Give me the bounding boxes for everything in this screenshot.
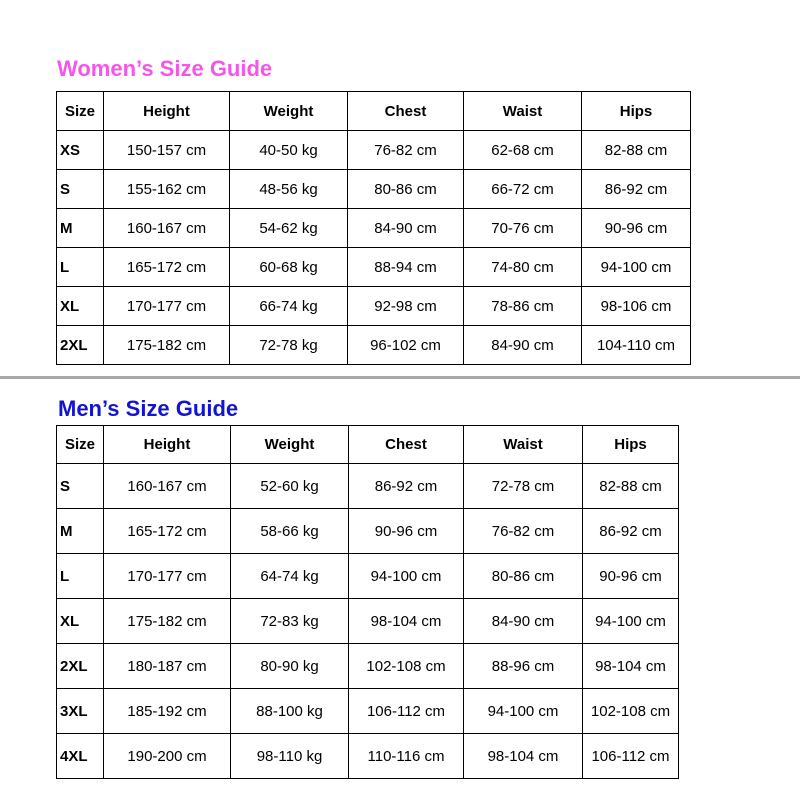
height-cell: 180-187 cm — [104, 644, 231, 689]
chest-cell: 98-104 cm — [349, 599, 464, 644]
chest-cell: 92-98 cm — [348, 287, 464, 326]
table-row — [57, 464, 679, 509]
hips-cell: 98-106 cm — [582, 287, 691, 326]
table-header-row — [57, 92, 691, 131]
hips-cell: 94-100 cm — [582, 248, 691, 287]
table-row — [57, 326, 691, 365]
weight-cell: 88-100 kg — [231, 689, 349, 734]
height-cell: 170-177 cm — [104, 554, 231, 599]
height-cell: 175-182 cm — [104, 326, 230, 365]
waist-cell: 84-90 cm — [464, 326, 582, 365]
hips-cell: 104-110 cm — [582, 326, 691, 365]
height-cell: 155-162 cm — [104, 170, 230, 209]
hips-cell: 82-88 cm — [582, 131, 691, 170]
weight-cell: 54-62 kg — [230, 209, 348, 248]
chest-cell: 96-102 cm — [348, 326, 464, 365]
chest-cell: 102-108 cm — [349, 644, 464, 689]
weight-cell: 48-56 kg — [230, 170, 348, 209]
weight-cell: 40-50 kg — [230, 131, 348, 170]
mens-size-guide-title: Men’s Size Guide — [58, 396, 239, 421]
waist-cell: 94-100 cm — [464, 689, 583, 734]
hips-cell: 98-104 cm — [583, 644, 679, 689]
waist-cell: 70-76 cm — [464, 209, 582, 248]
size-cell: 2XL — [57, 644, 104, 689]
waist-cell: 80-86 cm — [464, 554, 583, 599]
column-header-chest: Chest — [349, 426, 464, 464]
waist-cell: 78-86 cm — [464, 287, 582, 326]
size-cell: L — [57, 554, 104, 599]
height-cell: 150-157 cm — [104, 131, 230, 170]
waist-cell: 84-90 cm — [464, 599, 583, 644]
column-header-weight: Weight — [231, 426, 349, 464]
table-header-row — [57, 426, 679, 464]
size-cell: 3XL — [57, 689, 104, 734]
column-header-waist: Waist — [464, 92, 582, 131]
weight-cell: 72-78 kg — [230, 326, 348, 365]
weight-cell: 80-90 kg — [231, 644, 349, 689]
size-cell: XS — [57, 131, 104, 170]
weight-cell: 64-74 kg — [231, 554, 349, 599]
size-cell: S — [57, 464, 104, 509]
waist-cell: 76-82 cm — [464, 509, 583, 554]
column-header-waist: Waist — [464, 426, 583, 464]
column-header-hips: Hips — [582, 92, 691, 131]
mens-size-table — [56, 425, 679, 779]
size-cell: XL — [57, 599, 104, 644]
hips-cell: 82-88 cm — [583, 464, 679, 509]
hips-cell: 86-92 cm — [583, 509, 679, 554]
chest-cell: 106-112 cm — [349, 689, 464, 734]
waist-cell: 98-104 cm — [464, 734, 583, 779]
table-row — [57, 599, 679, 644]
size-cell: S — [57, 170, 104, 209]
height-cell: 165-172 cm — [104, 509, 231, 554]
table-row — [57, 248, 691, 287]
size-cell: 4XL — [57, 734, 104, 779]
table-row — [57, 170, 691, 209]
column-header-size: Size — [57, 426, 104, 464]
column-header-height: Height — [104, 426, 231, 464]
table-row — [57, 689, 679, 734]
height-cell: 190-200 cm — [104, 734, 231, 779]
height-cell: 185-192 cm — [104, 689, 231, 734]
weight-cell: 52-60 kg — [231, 464, 349, 509]
size-cell: L — [57, 248, 104, 287]
section-divider — [0, 376, 800, 379]
size-cell: M — [57, 209, 104, 248]
weight-cell: 58-66 kg — [231, 509, 349, 554]
height-cell: 170-177 cm — [104, 287, 230, 326]
table-row — [57, 734, 679, 779]
column-header-size: Size — [57, 92, 104, 131]
weight-cell: 98-110 kg — [231, 734, 349, 779]
table-row — [57, 554, 679, 599]
chest-cell: 84-90 cm — [348, 209, 464, 248]
hips-cell: 102-108 cm — [583, 689, 679, 734]
height-cell: 160-167 cm — [104, 464, 231, 509]
hips-cell: 90-96 cm — [583, 554, 679, 599]
column-header-height: Height — [104, 92, 230, 131]
chest-cell: 86-92 cm — [349, 464, 464, 509]
table-row — [57, 509, 679, 554]
waist-cell: 66-72 cm — [464, 170, 582, 209]
column-header-hips: Hips — [583, 426, 679, 464]
chest-cell: 80-86 cm — [348, 170, 464, 209]
size-cell: XL — [57, 287, 104, 326]
chest-cell: 88-94 cm — [348, 248, 464, 287]
waist-cell: 74-80 cm — [464, 248, 582, 287]
table-row — [57, 287, 691, 326]
hips-cell: 90-96 cm — [582, 209, 691, 248]
weight-cell: 60-68 kg — [230, 248, 348, 287]
weight-cell: 72-83 kg — [231, 599, 349, 644]
hips-cell: 106-112 cm — [583, 734, 679, 779]
womens-size-guide-title: Women’s Size Guide — [57, 56, 273, 81]
weight-cell: 66-74 kg — [230, 287, 348, 326]
waist-cell: 72-78 cm — [464, 464, 583, 509]
chest-cell: 110-116 cm — [349, 734, 464, 779]
chest-cell: 90-96 cm — [349, 509, 464, 554]
column-header-weight: Weight — [230, 92, 348, 131]
table-row — [57, 644, 679, 689]
height-cell: 175-182 cm — [104, 599, 231, 644]
chest-cell: 94-100 cm — [349, 554, 464, 599]
chest-cell: 76-82 cm — [348, 131, 464, 170]
table-row — [57, 131, 691, 170]
height-cell: 165-172 cm — [104, 248, 230, 287]
column-header-chest: Chest — [348, 92, 464, 131]
womens-size-table — [56, 91, 691, 365]
waist-cell: 88-96 cm — [464, 644, 583, 689]
hips-cell: 94-100 cm — [583, 599, 679, 644]
hips-cell: 86-92 cm — [582, 170, 691, 209]
height-cell: 160-167 cm — [104, 209, 230, 248]
size-cell: M — [57, 509, 104, 554]
table-row — [57, 209, 691, 248]
waist-cell: 62-68 cm — [464, 131, 582, 170]
size-cell: 2XL — [57, 326, 104, 365]
